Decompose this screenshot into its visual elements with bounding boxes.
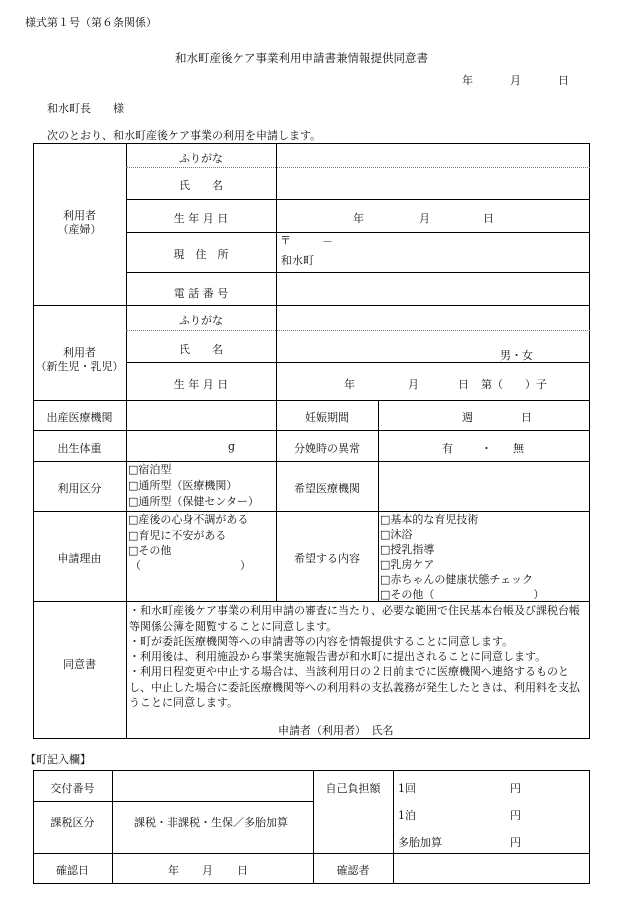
baby-sex-options[interactable]: 男・女 (500, 349, 533, 362)
birth-weight-label: 出生体重 (57, 442, 102, 455)
date-month: 月 (510, 74, 521, 87)
consent-item: ・町が委託医療機関等への申請書等の内容を情報提供することに同意します。 (129, 635, 514, 648)
intro-text: 次のとおり、和水町産後ケア事業の利用を申請します。 (47, 129, 322, 142)
preferred-hospital-field[interactable] (379, 462, 589, 511)
consent-item: ・利用後は、利用施設から事業実施報告書が和水町に提出されることに同意します。 (129, 650, 547, 663)
reason-other-checkbox[interactable]: □その他 (128, 544, 172, 557)
mother-name-field[interactable] (277, 168, 589, 199)
usage-type-label: 利用区分 (57, 482, 102, 495)
mother-phone-field[interactable] (277, 273, 589, 305)
confirm-date-label: 確認日 (56, 864, 89, 877)
desired-baby-health-checkbox[interactable]: □赤ちゃんの健康状態チェック (380, 573, 534, 586)
form-number: 様式第１号（第６条関係） (25, 16, 157, 29)
usage-type-daycare-hospital-checkbox[interactable]: □通所型（医療機関） (128, 479, 238, 492)
birth-hospital-label: 出産医療機関 (46, 411, 113, 424)
tax-class-label: 課税区分 (50, 816, 95, 829)
document-title: 和水町産後ケア事業利用申請書兼情報提供同意書 (175, 51, 428, 65)
postal-mark: 〒 (280, 234, 291, 247)
usage-type-daycare-healthcenter-checkbox[interactable]: □通所型（保健センター） (128, 495, 259, 508)
pregnancy-period-label: 妊娠期間 (305, 411, 349, 424)
date-day: 日 (558, 74, 569, 87)
desired-basic-childcare-checkbox[interactable]: □基本的な育児技術 (380, 513, 479, 526)
tax-class-options[interactable]: 課税・非課税・生保／多胎加算 (134, 816, 288, 829)
mother-furigana-field[interactable] (277, 144, 589, 167)
desired-bathing-checkbox[interactable]: □沐浴 (380, 528, 413, 541)
usage-type-overnight-checkbox[interactable]: □宿泊型 (128, 463, 172, 476)
mother-birthdate-label: 生 年 月 日 (173, 212, 229, 225)
baby-name-label: 氏 名 (179, 343, 223, 356)
consent-label: 同意書 (63, 658, 96, 671)
mother-name-label: 氏 名 (179, 179, 223, 192)
consent-item: ・利用日程変更や中止する場合は、当該利用日の２日前までに医療機関へ連絡するものとし、中止した場合に委託医療機関等への利用料の支払義務が発生したときは、利用料を支払うことに同意します。 (129, 665, 580, 709)
birth-hospital-field[interactable] (127, 401, 276, 430)
confirmer-field[interactable] (394, 854, 589, 883)
mother-section-label: 利用者 （産婦） (57, 209, 102, 236)
desired-content-label: 希望する内容 (294, 552, 360, 565)
consent-item: ・和水町産後ケア事業の利用申請の審査に当たり、必要な範囲で住民基本台帳及び課税台帳等関係公簿を閲覧することに同意します。 (129, 604, 580, 633)
desired-other-checkbox[interactable]: □その他（ ） (380, 588, 545, 601)
desired-breast-care-checkbox[interactable]: □乳房ケア (380, 558, 435, 571)
mother-furigana-label: ふりがな (179, 152, 223, 165)
confirmer-label: 確認者 (336, 864, 370, 877)
mother-phone-label: 電 話 番 号 (173, 287, 229, 300)
baby-section-label: 利用者 （新生児・乳児） (35, 346, 124, 373)
reason-postpartum-checkbox[interactable]: □産後の心身不調がある (128, 513, 249, 526)
office-use-heading: 【町記入欄】 (25, 753, 91, 766)
date-year: 年 (462, 74, 473, 87)
issue-number-label: 交付番号 (50, 782, 95, 795)
mother-address-label: 現 住 所 (173, 248, 229, 261)
birth-weight-field[interactable]: g (228, 440, 236, 453)
copay-label: 自己負担額 (325, 782, 381, 795)
reason-other-input[interactable]: （ ） (130, 559, 251, 572)
reason-childcare-anxiety-checkbox[interactable]: □育児に不安がある (128, 529, 227, 542)
desired-breastfeeding-checkbox[interactable]: □授乳指導 (380, 543, 435, 556)
baby-furigana-field[interactable] (277, 306, 589, 330)
applicant-signature-label: 申請者（利用者） 氏名 (278, 724, 394, 737)
issue-number-field[interactable] (113, 771, 313, 801)
preferred-hospital-label: 希望医療機関 (294, 482, 360, 495)
baby-name-field[interactable] (277, 331, 589, 362)
delivery-abnormality-label: 分娩時の異常 (294, 442, 360, 455)
addressee: 和水町長 様 (47, 102, 124, 115)
baby-birthdate-label: 生 年 月 日 (173, 378, 229, 391)
reason-label: 申請理由 (57, 552, 102, 565)
baby-furigana-label: ふりがな (179, 314, 223, 327)
